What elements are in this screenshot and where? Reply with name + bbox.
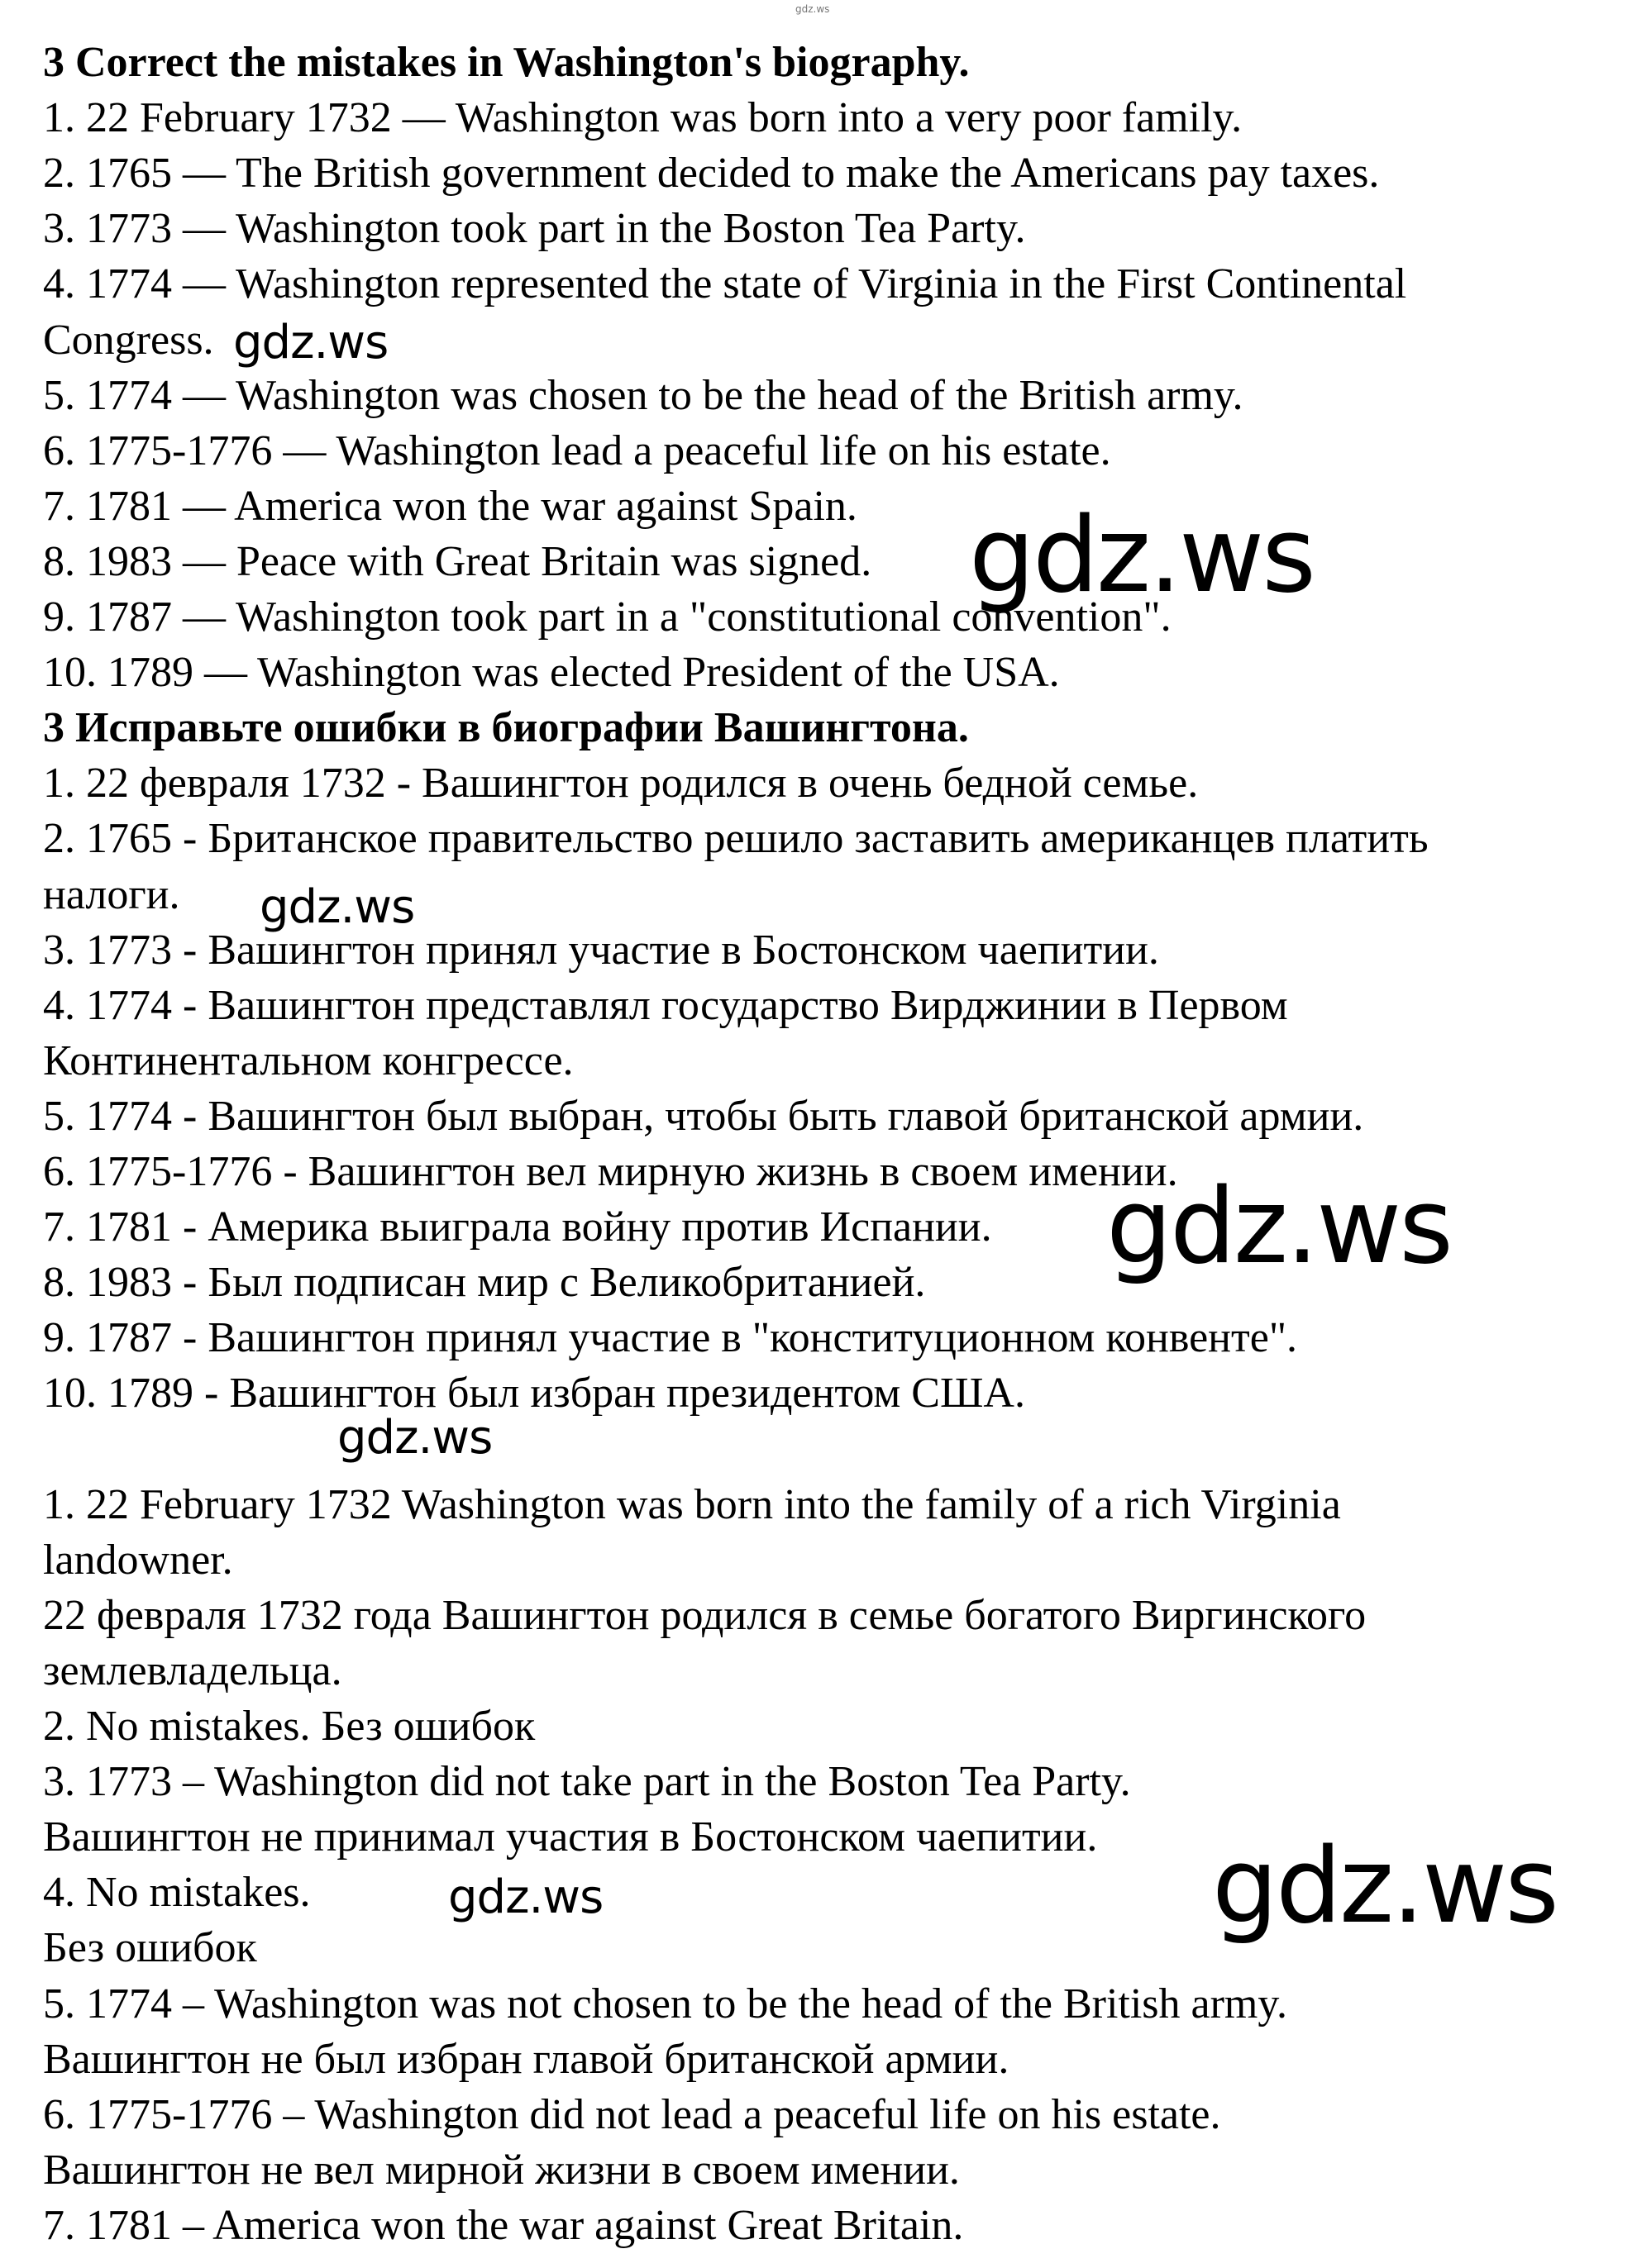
text-line: Вашингтон не вел мирной жизни в своем имении. (43, 2146, 960, 2194)
text-line: 4. No mistakes. (43, 1869, 311, 1917)
text-line: налоги. (43, 870, 180, 918)
text-line: 3. 1773 – Washington did not take part in the Boston Tea Party. (43, 1758, 1131, 1806)
text-line: 2. 1765 - Британское правительство решило заставить американцев платить (43, 815, 1429, 863)
text-line: 9. 1787 — Washington took part in a "constitutional convention". (43, 593, 1172, 641)
text-line: 22 февраля 1732 года Вашингтон родился в семье богатого Виргинского (43, 1591, 1367, 1639)
watermark-logo: gdz.ws (448, 1870, 604, 1924)
watermark-logo: gdz.ws (1212, 1825, 1557, 1946)
watermark-logo: gdz.ws (260, 880, 415, 934)
text-line: 6. 1775-1776 - Вашингтон вел мирную жизнь в своем имении. (43, 1148, 1178, 1195)
text-line: 5. 1774 - Вашингтон был выбран, чтобы быть главой британской армии. (43, 1092, 1364, 1140)
text-line: 4. 1774 - Вашингтон представлял государство Вирджинии в Первом (43, 981, 1288, 1029)
text-line: Вашингтон не принимал участия в Бостонском чаепитии. (43, 1813, 1098, 1861)
watermark-logo: gdz.ws (1106, 1165, 1451, 1287)
section-heading: 3 Исправьте ошибки в биографии Вашингтона. (43, 704, 969, 752)
text-line: 2. No mistakes. Без ошибок (43, 1703, 536, 1750)
text-line: Вашингтон не был избран главой британской армии. (43, 2035, 1009, 2083)
text-line: 7. 1781 — America won the war against Spain. (43, 482, 857, 530)
watermark-logo: gdz.ws (337, 1411, 493, 1465)
text-line: Congress. (43, 316, 214, 364)
watermark-logo: gdz.ws (233, 316, 389, 369)
text-line: 10. 1789 — Washington was elected President of the USA. (43, 649, 1060, 697)
text-line: Без ошибок (43, 1924, 257, 1972)
text-line: 4. 1774 — Washington represented the state of Virginia in the First Continental (43, 260, 1407, 308)
text-line: 1. 22 февраля 1732 - Вашингтон родился в очень бедной семье. (43, 760, 1199, 808)
text-line: 6. 1775-1776 – Washington did not lead a peaceful life on his estate. (43, 2090, 1221, 2138)
text-line: Континентальном конгрессе. (43, 1036, 574, 1084)
text-line: 10. 1789 - Вашингтон был избран президентом США. (43, 1370, 1025, 1418)
text-line: landowner. (43, 1536, 233, 1584)
text-line: 5. 1774 — Washington was chosen to be the head of the British army. (43, 371, 1243, 419)
header-watermark: gdz.ws (795, 3, 830, 15)
text-line: 3. 1773 — Washington took part in the Boston Tea Party. (43, 205, 1026, 253)
watermark-logo: gdz.ws (969, 494, 1314, 616)
text-line: 5. 1774 – Washington was not chosen to be the head of the British army. (43, 1980, 1288, 2027)
text-line: 3. 1773 - Вашингтон принял участие в Бостонском чаепитии. (43, 926, 1159, 974)
text-line: 6. 1775-1776 — Washington lead a peaceful life on his estate. (43, 426, 1111, 474)
text-line: 8. 1983 - Был подписан мир с Великобританией. (43, 1259, 926, 1307)
text-line: 7. 1781 – America won the war against Great Britain. (43, 2201, 964, 2249)
text-line: 1. 22 February 1732 Washington was born into the family of a rich Virginia (43, 1480, 1341, 1528)
text-line: землевладельца. (43, 1646, 342, 1694)
text-line: 9. 1787 - Вашингтон принял участие в "конституционном конвенте". (43, 1314, 1298, 1362)
text-line: 1. 22 February 1732 — Washington was born into a very poor family. (43, 94, 1243, 142)
text-line: 2. 1765 — The British government decided to make the Americans pay taxes. (43, 150, 1380, 198)
text-line: 8. 1983 — Peace with Great Britain was signed. (43, 537, 872, 585)
text-line: 7. 1781 - Америка выиграла войну против Испании. (43, 1203, 992, 1251)
section-heading: 3 Correct the mistakes in Washington's biography. (43, 39, 970, 86)
